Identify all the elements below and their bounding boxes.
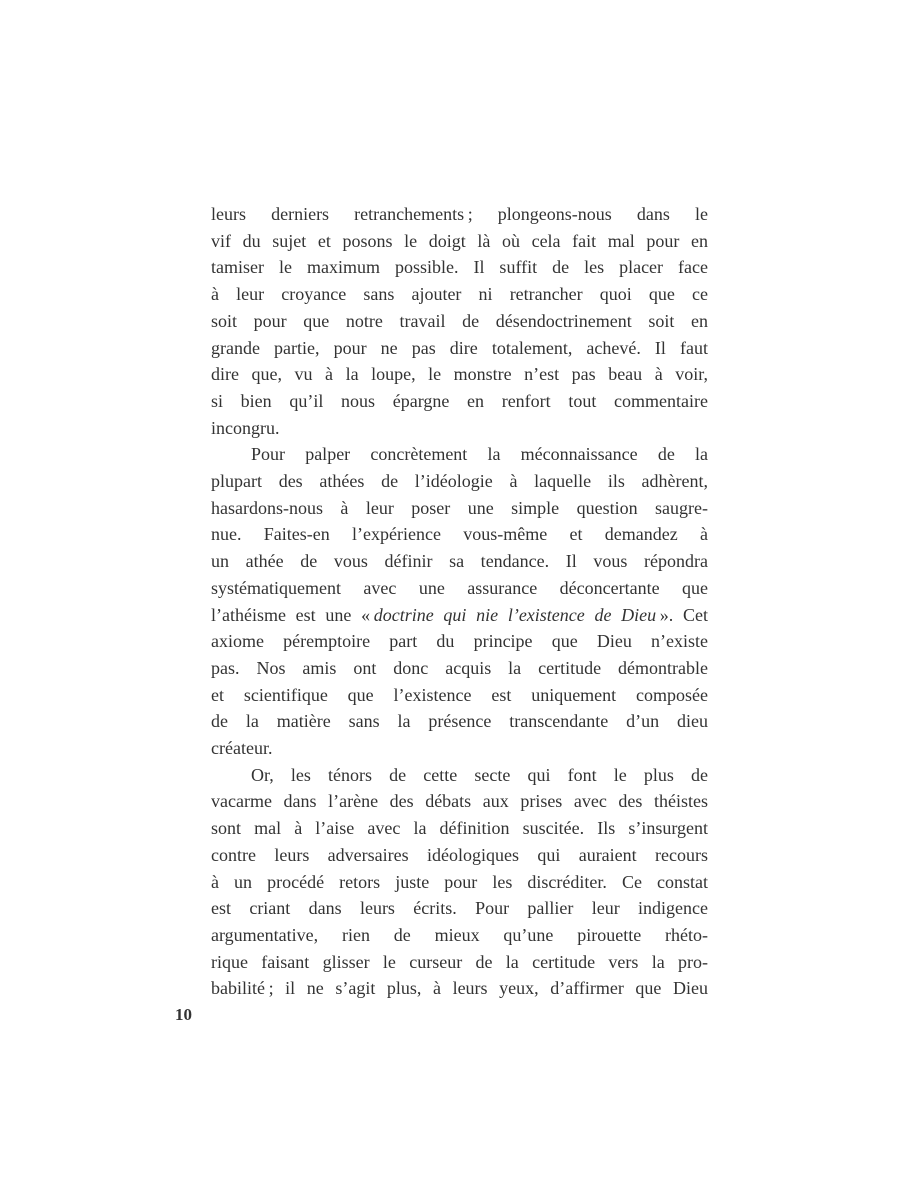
text-line: [211, 335, 708, 362]
text-line: [211, 388, 708, 415]
text-run-italic: doctrine qui nie l’existence de Dieu: [373, 604, 657, 625]
text-run: est criant dans leurs écrits. Pour pallier leur indigence: [211, 898, 708, 919]
text-line: [211, 468, 708, 495]
text-line: [211, 949, 708, 976]
text-run: axiome péremptoire part du principe que Dieu n’existe: [211, 631, 708, 652]
text-line: [211, 495, 708, 522]
text-run: babilité ; il ne s’agit plus, à leurs yeux, d’affirmer que Dieu: [211, 978, 708, 999]
text-run: soit pour que notre travail de désendoctrinement soit en: [211, 310, 708, 331]
text-line: [211, 548, 708, 575]
text-run: contre leurs adversaires idéologiques qui auraient recours: [211, 844, 708, 865]
text-line: [211, 628, 708, 655]
text-run: argumentative, rien de mieux qu’une pirouette rhéto-: [211, 924, 708, 945]
text-run: plupart des athées de l’idéologie à laquelle ils adhèrent,: [211, 471, 708, 492]
text-line: [211, 308, 708, 335]
text-line: [211, 922, 708, 949]
text-run: systématiquement avec une assurance déconcertante que: [211, 577, 708, 598]
text-line: [211, 201, 708, 228]
text-line: [211, 415, 708, 442]
text-run: de la matière sans la présence transcendante d’un dieu: [211, 711, 708, 732]
paragraph: [211, 762, 708, 1002]
text-line: [211, 602, 708, 629]
text-run: dire que, vu à la loupe, le monstre n’est pas beau à voir,: [211, 364, 708, 385]
text-run: grande partie, pour ne pas dire totalement, achevé. Il faut: [211, 337, 708, 358]
text-line: [211, 228, 708, 255]
text-run: vacarme dans l’arène des débats aux prises avec des théistes: [211, 791, 708, 812]
text-run: à leur croyance sans ajouter ni retrancher quoi que ce: [211, 284, 708, 305]
text-line: [211, 895, 708, 922]
page-text-block: [211, 201, 708, 1002]
text-line: [211, 869, 708, 896]
text-run: rique faisant glisser le curseur de la certitude vers la pro-: [211, 951, 708, 972]
text-line: [211, 708, 708, 735]
text-line: [211, 281, 708, 308]
text-run: Or, les ténors de cette secte qui font le plus de: [251, 764, 708, 785]
text-run: l’athéisme est une «: [211, 604, 374, 625]
text-run: ». Cet: [656, 604, 709, 625]
paragraph: [211, 441, 708, 761]
text-run: créateur.: [211, 738, 273, 759]
text-line: [211, 441, 708, 468]
text-run: incongru.: [211, 417, 280, 438]
text-line: [211, 575, 708, 602]
text-line: [211, 521, 708, 548]
paragraph: [211, 201, 708, 441]
text-line: [211, 361, 708, 388]
text-line: [211, 975, 708, 1002]
text-line: [211, 254, 708, 281]
text-run: et scientifique que l’existence est uniquement composée: [211, 684, 708, 705]
text-run: à un procédé retors juste pour les discréditer. Ce constat: [211, 871, 708, 892]
text-run: sont mal à l’aise avec la définition suscitée. Ils s’insurgent: [211, 818, 708, 839]
text-line: [211, 788, 708, 815]
text-line: [211, 815, 708, 842]
page-number: 10: [175, 1005, 192, 1024]
text-run: leurs derniers retranchements ; plongeons-nous dans le: [211, 204, 708, 224]
text-run: tamiser le maximum possible. Il suffit de les placer face: [211, 257, 708, 278]
text-run: Pour palper concrètement la méconnaissance de la: [251, 444, 708, 465]
text-line: [211, 735, 708, 762]
text-line: [211, 682, 708, 709]
text-run: hasardons-nous à leur poser une simple question saugre-: [211, 497, 708, 518]
text-run: pas. Nos amis ont donc acquis la certitude démontrable: [211, 657, 708, 678]
text-line: [211, 762, 708, 789]
text-line: [211, 842, 708, 869]
text-line: [211, 655, 708, 682]
text-run: si bien qu’il nous épargne en renfort tout commentaire: [211, 390, 708, 411]
text-run: nue. Faites-en l’expérience vous-même et demandez à: [211, 524, 708, 545]
text-run: un athée de vous définir sa tendance. Il vous répondra: [211, 551, 708, 572]
text-run: vif du sujet et posons le doigt là où cela fait mal pour en: [211, 230, 708, 251]
